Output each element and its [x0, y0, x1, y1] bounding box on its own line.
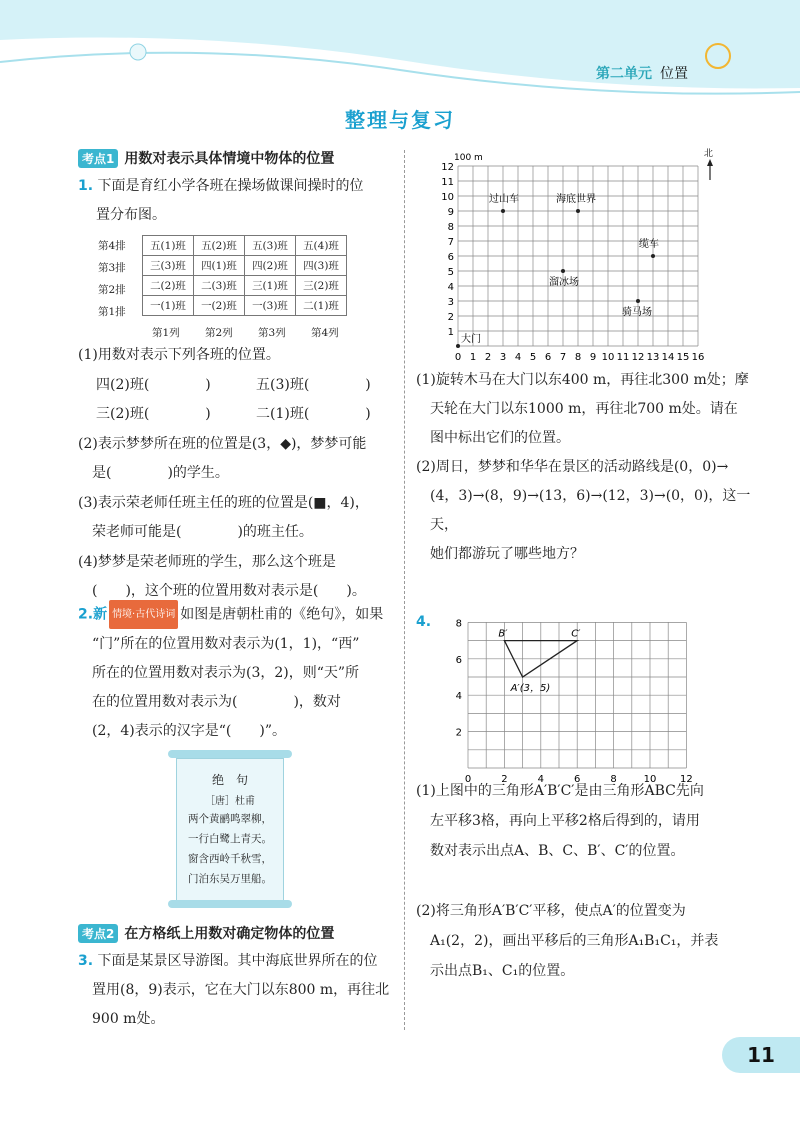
table-cell: 三(3)班: [143, 256, 194, 276]
north-arrow-head: [707, 159, 713, 166]
x-tick-label: 8: [574, 352, 582, 363]
seat-chart: [90, 235, 370, 345]
q2-line5: (2，4)表示的汉字是“( )”。: [92, 722, 286, 739]
table-cell: 四(2)班: [245, 256, 296, 276]
map-place-label: 溜冰场: [549, 277, 579, 288]
poem-scroll: [168, 750, 292, 910]
y-tick-label: 12: [441, 162, 454, 173]
table-cell: 一(1)班: [143, 296, 194, 316]
x-tick-label: 0: [454, 352, 462, 363]
table-cell: 三(2)班: [296, 276, 347, 296]
table-row: [143, 296, 347, 316]
scroll-paper: [176, 758, 284, 902]
scenic-map: [418, 146, 718, 368]
unit-topic: 位置: [660, 66, 688, 82]
x-tick-label: 1: [469, 352, 477, 363]
q4-number: 4.: [416, 614, 432, 630]
col-label: 第2列: [205, 327, 233, 339]
q3-number: 3.: [78, 953, 94, 969]
q1-part4b: ( )，这个班的位置用数对表示是( )。: [92, 583, 366, 599]
x-tick-label: 0: [464, 774, 472, 784]
map-place-label: 大门: [461, 334, 481, 345]
map-place-label: 骑马场: [622, 307, 652, 318]
scroll-rod-bottom: [168, 900, 292, 908]
map-place-label: 海底世界: [556, 194, 596, 205]
col-label: 第3列: [258, 327, 286, 339]
q1-part1: (1)用数对表示下列各班的位置。: [78, 347, 280, 363]
q2-number: 2.: [78, 606, 94, 623]
poem-author: ［唐］杜甫: [205, 796, 255, 807]
map-point: [651, 254, 655, 258]
x-tick-label: 2: [501, 774, 508, 784]
y-tick-label: 9: [447, 207, 454, 218]
table-cell: 一(2)班: [194, 296, 245, 316]
new-badge: 新: [93, 606, 108, 623]
table-cell: 二(3)班: [194, 276, 245, 296]
kp1-title: 用数对表示具体情境中物体的位置: [124, 151, 335, 167]
y-tick-label: 7: [447, 237, 454, 248]
blank-5-3: 五(3)班( ): [256, 376, 371, 393]
q3-parts: [416, 366, 776, 569]
vertex-label: B′: [498, 628, 508, 640]
table-cell: 五(2)班: [194, 236, 245, 256]
q2-stem: [78, 600, 403, 746]
north-label: 北: [704, 149, 714, 159]
q1-line2: 置分布图。: [96, 207, 166, 223]
table-row: [143, 236, 347, 256]
row-label: 第2排: [98, 284, 126, 296]
y-tick-label: 4: [455, 691, 462, 703]
q2-line3: 所在的位置用数对表示为(3，2)，则“天”所: [92, 664, 360, 681]
q1-parts: [78, 341, 403, 607]
x-tick-label: 6: [574, 774, 581, 784]
x-tick-label: 10: [643, 774, 657, 784]
y-tick-label: 10: [441, 192, 454, 203]
x-tick-label: 9: [589, 352, 597, 363]
x-tick-label: 12: [680, 774, 693, 784]
x-tick-label: 15: [676, 352, 690, 363]
x-tick-label: 8: [610, 774, 617, 784]
scroll-rod-top: [168, 750, 292, 758]
unit-header: [596, 63, 688, 83]
y-tick-label: 6: [455, 654, 462, 666]
table-row: [143, 256, 347, 276]
row-label: 第4排: [98, 240, 126, 252]
q3-part1a: (1)旋转木马在大门以东400 m，再往北300 m处；摩: [416, 372, 749, 388]
map-point: [456, 344, 460, 348]
q1-part2b: 是( )的学生。: [92, 465, 229, 481]
y-tick-label: 3: [447, 297, 454, 308]
q2-line1: 如图是唐朝杜甫的《绝句》，如果: [180, 606, 384, 623]
x-tick-label: 10: [601, 352, 615, 363]
blank-3-2: 三(2)班( ): [96, 406, 211, 422]
y-tick-label: 1: [447, 327, 454, 338]
vertex-label: C′: [571, 628, 581, 640]
x-tick-label: 3: [499, 352, 507, 363]
q1-part4a: (4)梦梦是荣老师班的学生，那么这个班是: [78, 553, 336, 570]
page-title: 整理与复习: [345, 108, 455, 132]
triangle-grid: [440, 612, 700, 784]
table-cell: 四(3)班: [296, 256, 347, 276]
poem-line: 门泊东吴万里船。: [188, 873, 272, 885]
x-tick-label: 4: [537, 774, 544, 784]
q3-line1: 下面是某景区导游图。其中海底世界所在的位: [97, 953, 378, 969]
table-cell: 四(1)班: [194, 256, 245, 276]
q4-part2b: A₁(2，2)，画出平移后的三角形A₁B₁C₁，并表: [430, 933, 719, 949]
unit-label: 第二单元: [596, 66, 652, 82]
q1-part2a: (2)表示梦梦所在班的位置是(3，◆)，梦梦可能: [78, 435, 367, 452]
q1-stem: [78, 172, 398, 230]
y-tick-label: 4: [447, 282, 454, 293]
q3-part1b: 天轮在大门以东1000 m，再往北700 m处。请在: [430, 401, 738, 417]
table-cell: 二(2)班: [143, 276, 194, 296]
q1-number: 1.: [78, 178, 94, 194]
poem-title: 绝 句: [211, 773, 248, 787]
poem-line: 一行白鹭上青天。: [188, 833, 272, 845]
map-place-label: 缆车: [639, 239, 659, 250]
x-tick-label: 12: [631, 352, 645, 363]
q3-line2: 置用(8，9)表示，它在大门以东800 m，再往北: [92, 982, 390, 998]
x-tick-label: 2: [484, 352, 492, 363]
kp2-badge: 考点2: [78, 924, 118, 943]
y-tick-label: 8: [447, 222, 454, 233]
kp1-badge: 考点1: [78, 149, 118, 168]
q4-part1a: (1)上图中的三角形A′B′C′是由三角形ABC先向: [416, 783, 704, 799]
q4-part2a: (2)将三角形A′B′C′平移，使点A′的位置变为: [416, 903, 686, 919]
q3-stem: [78, 947, 403, 1034]
q3-part1c: 图中标出它们的位置。: [430, 430, 570, 446]
col-label: 第1列: [152, 327, 180, 339]
header-band: [0, 0, 800, 100]
table-row: [143, 276, 347, 296]
q2-line2: “门”所在的位置用数对表示为(1，1)，“西”: [92, 635, 360, 652]
blank-4-2: 四(2)班( ): [96, 376, 211, 393]
map-point: [576, 209, 580, 213]
q4-part1c: 数对表示出点A、B、C、B′、C′的位置。: [430, 843, 685, 859]
table-cell: 五(4)班: [296, 236, 347, 256]
x-tick-label: 4: [514, 352, 522, 363]
y-tick-label: 2: [447, 312, 454, 323]
y-tick-label: 11: [441, 177, 454, 188]
table-cell: 二(1)班: [296, 296, 347, 316]
q3-part2a: (2)周日，梦梦和华华在景区的活动路线是(0，0)→: [416, 459, 729, 475]
table-cell: 一(3)班: [245, 296, 296, 316]
q1-part3b: 荣老师可能是( )的班主任。: [92, 524, 313, 540]
y-tick-label: 6: [447, 252, 454, 263]
q2-line4: 在的位置用数对表示为( )，数对: [92, 693, 341, 710]
kp1-heading: [78, 148, 334, 168]
map-unit: 100 m: [454, 153, 483, 163]
q1-line1: 下面是育红小学各班在操场做课间操时的位: [97, 178, 364, 194]
y-tick-label: 5: [447, 267, 454, 278]
x-tick-label: 5: [529, 352, 537, 363]
vertex-label: A′(3，5): [510, 683, 551, 694]
blank-2-1: 二(1)班( ): [256, 406, 371, 422]
context-tag: 情境·古代诗词: [109, 600, 178, 629]
col-label: 第4列: [311, 327, 339, 339]
map-point: [501, 209, 505, 213]
row-label: 第1排: [98, 306, 126, 318]
poem-line: 两个黄鹂鸣翠柳，: [188, 813, 272, 825]
q4-part1b: 左平移3格，再向上平移2格后得到的，请用: [430, 813, 700, 829]
kp2-heading: [78, 923, 334, 943]
q4-part2c: 示出点B₁、C₁的位置。: [430, 963, 575, 979]
map-point: [561, 269, 565, 273]
kp2-title: 在方格纸上用数对确定物体的位置: [124, 926, 335, 942]
x-tick-label: 16: [691, 352, 705, 363]
row-label: 第3排: [98, 262, 126, 274]
x-tick-label: 11: [616, 352, 630, 363]
x-tick-label: 6: [544, 352, 552, 363]
table-cell: 五(3)班: [245, 236, 296, 256]
x-tick-label: 14: [661, 352, 675, 363]
q3-part2b: (4，3)→(8，9)→(13，6)→(12，3)→(0，0)，这一天，: [430, 488, 751, 533]
table-cell: 五(1)班: [143, 236, 194, 256]
column-divider: [404, 150, 405, 1030]
seat-table: [142, 235, 347, 316]
page-number: 11: [722, 1037, 800, 1073]
q1-part3a: (3)表示荣老师任班主任的班的位置是(■，4)，: [78, 494, 369, 511]
y-tick-label: 2: [455, 727, 462, 739]
q3-line3: 900 m处。: [92, 1011, 165, 1027]
x-tick-label: 13: [646, 352, 660, 363]
q4-parts: [416, 776, 776, 986]
poem-line: 窗含西岭千秋雪，: [188, 853, 272, 865]
y-tick-label: 8: [455, 618, 462, 630]
map-point: [636, 299, 640, 303]
table-cell: 三(1)班: [245, 276, 296, 296]
map-place-label: 过山车: [489, 194, 519, 205]
x-tick-label: 7: [559, 352, 567, 363]
q3-part2c: 她们都游玩了哪些地方？: [430, 546, 584, 562]
